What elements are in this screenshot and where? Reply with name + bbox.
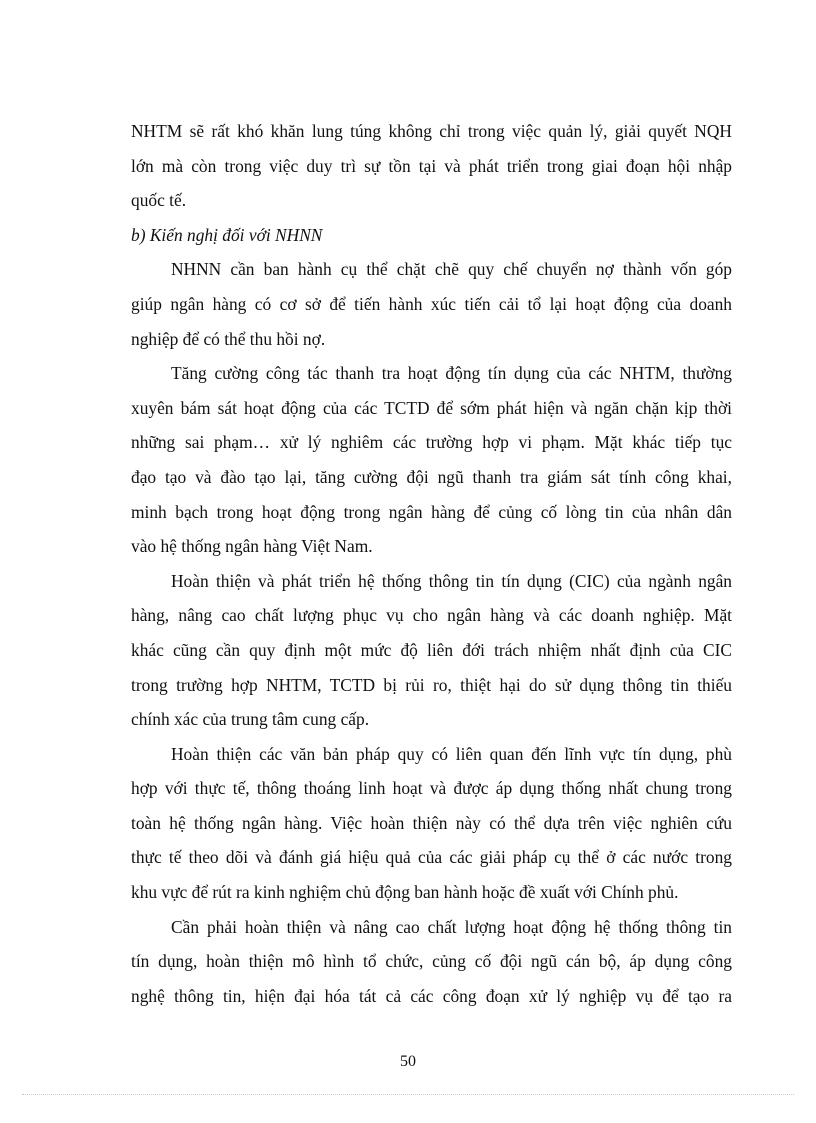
text-line: nghệ thông tin, hiện đại hóa tát cả các công đoạn xử lý nghiệp vụ để tạo ra bbox=[131, 985, 732, 1006]
text-line: thực tế theo dõi và đánh giá hiệu quả của các giải pháp cụ thể ở các nước trong bbox=[131, 847, 732, 868]
text-line: trong trường hợp NHTM, TCTD bị rủi ro, thiệt hại do sử dụng thông tin thiếu bbox=[131, 674, 732, 695]
text-line: lớn mà còn trong việc duy trì sự tồn tại và phát triển trong giai đoạn hội nhập bbox=[131, 155, 732, 176]
text-line: vào hệ thống ngân hàng Việt Nam. bbox=[131, 536, 373, 557]
text-line: NHNN cần ban hành cụ thể chặt chẽ quy chế chuyển nợ thành vốn góp bbox=[171, 259, 732, 280]
body-text bbox=[131, 114, 732, 1013]
text-line: xuyên bám sát hoạt động của các TCTD để sớm phát hiện và ngăn chặn kịp thời bbox=[131, 397, 732, 418]
text-line: khác cũng cần quy định một mức độ liên đới trách nhiệm nhất định của CIC bbox=[131, 639, 732, 660]
text-line: Tăng cường công tác thanh tra hoạt động tín dụng của các NHTM, thường bbox=[171, 363, 732, 384]
text-line: tín dụng, hoàn thiện mô hình tổ chức, củng cố đội ngũ cán bộ, áp dụng công bbox=[131, 951, 732, 972]
text-line: NHTM sẽ rất khó khăn lung túng không chỉ trong việc quản lý, giải quyết NQH bbox=[131, 121, 732, 141]
text-line: quốc tế. bbox=[131, 190, 187, 211]
text-line: nghiệp để có thể thu hồi nợ. bbox=[131, 328, 326, 349]
text-line: chính xác của trung tâm cung cấp. bbox=[131, 709, 370, 730]
text-line: toàn hệ thống ngân hàng. Việc hoàn thiện này có thể dựa trên việc nghiên cứu bbox=[131, 812, 732, 833]
text-line: Hoàn thiện và phát triển hệ thống thông tin tín dụng (CIC) của ngành ngân bbox=[171, 570, 732, 591]
footer-divider bbox=[22, 1094, 794, 1095]
text-line: đạo tạo và đào tạo lại, tăng cường đội ngũ thanh tra giám sát tính công khai, bbox=[131, 466, 732, 487]
page-number: 50 bbox=[400, 1053, 416, 1070]
text-line: minh bạch trong hoạt động trong ngân hàng để củng cố lòng tin của nhân dân bbox=[131, 501, 732, 522]
text-line: những sai phạm… xử lý nghiêm các trường hợp vi phạm. Mặt khác tiếp tục bbox=[131, 432, 732, 453]
text-line: hợp với thực tế, thông thoáng linh hoạt và được áp dụng thống nhất chung trong bbox=[131, 778, 732, 799]
section-heading: b) Kiến nghị đối với NHNN bbox=[131, 224, 323, 245]
text-line: giúp ngân hàng có cơ sở để tiến hành xúc tiến cải tổ lại hoạt động của doanh bbox=[131, 293, 732, 314]
text-line: hàng, nâng cao chất lượng phục vụ cho ngân hàng và các doanh nghiệp. Mặt bbox=[131, 605, 732, 626]
text-line: khu vực để rút ra kinh nghiệm chủ động ban hành hoặc đề xuất với Chính phủ. bbox=[131, 882, 679, 903]
text-line: Hoàn thiện các văn bản pháp quy có liên quan đến lĩnh vực tín dụng, phù bbox=[171, 743, 732, 764]
text-line: Cần phải hoàn thiện và nâng cao chất lượng hoạt động hệ thống thông tin bbox=[171, 916, 732, 937]
